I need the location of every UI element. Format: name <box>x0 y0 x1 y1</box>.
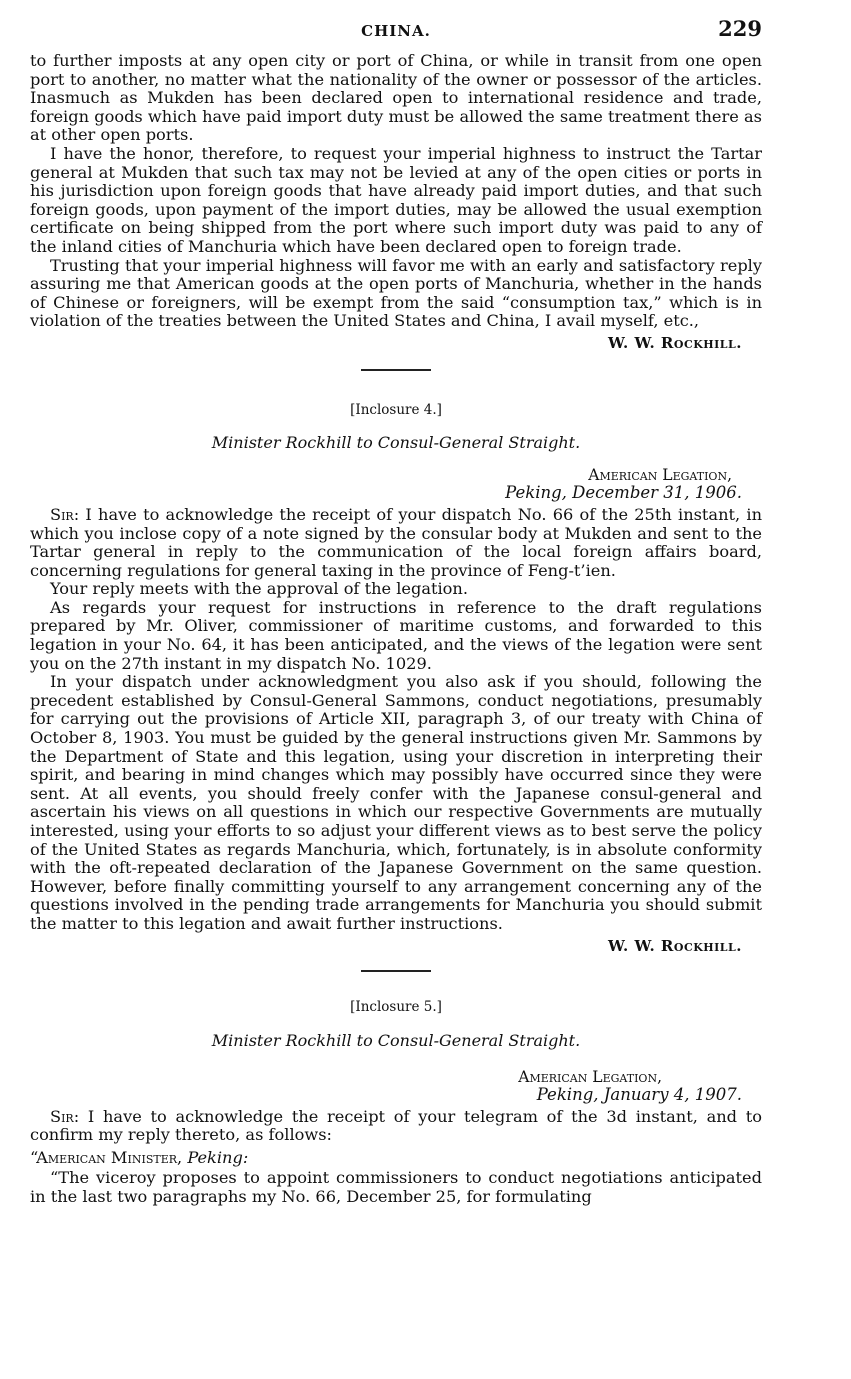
page-title: CHINA. <box>361 22 431 40</box>
inclosure-5 <box>30 999 762 1207</box>
inclosure-4 <box>30 402 762 956</box>
section-divider <box>361 369 431 371</box>
paragraph-text: I have to acknowledge the receipt of your telegram of the 3d instant, and to confirm my reply thereto, as follows: <box>30 1106 762 1145</box>
quote-place: Peking: <box>187 1147 249 1167</box>
document-page <box>30 16 762 1207</box>
letter-heading: Minister Rockhill to Consul-General Straight. <box>211 1030 581 1050</box>
paragraph <box>30 1108 762 1145</box>
paragraph <box>30 506 762 580</box>
letter-heading: Minister Rockhill to Consul-General Straight. <box>211 432 581 452</box>
quote-address <box>30 1149 762 1168</box>
salutation: Sir: <box>50 504 80 524</box>
paragraph-text: I have to acknowledge the receipt of your dispatch No. 66 of the 25th instant, in which you inclose copy of a note signed by the consular body at Mukden and sent to the Tartar general in reply to the communication of the local foreign affairs board, concerning regulations for general taxing in the province of Feng-t’ien. <box>30 504 762 580</box>
section-divider <box>361 970 431 972</box>
paragraph: I have the honor, therefore, to request your imperial highness to instruct the Tartar general at Mukden that such tax may not be levied at any of the open cities or ports in his jurisdiction upon foreign goods that have already paid import duties, and that such foreign goods, upon payment of the import duties, may be allowed the usual exemption certificate on being shipped from the port where such import duty was paid to any of the inland cities of Manchuria which have been declared open to foreign trade. <box>30 143 762 256</box>
signature-text: W. W. Rockhill. <box>608 936 742 955</box>
signature-text: W. W. Rockhill. <box>608 333 742 352</box>
paragraph: In your dispatch under acknowledgment you also ask if you should, following the precedent established by Consul-General Sammons, conduct negotiations, presumably for carrying out the provisions of Article XII, paragraph 3, of our treaty with China of October 8, 1903. You must be guided by the general instructions given Mr. Sammons by the Department of State and this legation, using your discretion in interpreting their spirit, and bearing in mind changes which may possibly have occurred since they were sent. At all events, you should freely confer with the Japanese consul-general and ascertain his views on all questions in which our respective Governments are mutually interested, using your efforts to so adjust your different views as to best serve the policy of the United States as regards Manchuria, which, fortunately, is in absolute conformity with the oft-repeated declaration of the Japanese Government on the same question. However, before finally committing yourself to any arrangement concerning any of the questions involved in the pending trade arrangements for Manchuria you should submit the matter to this legation and await further instructions. <box>30 672 762 933</box>
inclosure-label: [Inclosure 4.] <box>350 401 442 418</box>
paragraph: to further imposts at any open city or port of China, or while in transit from one open port to another, no matter what the nationality of the owner or possessor of the articles. Inasmuch as Mukden has been declared open to international residence and trade, foreign goods which have paid import duty must be allowed the same treatment there as at other open ports. <box>30 51 762 145</box>
letter-date: Peking, January 4, 1907. <box>536 1084 742 1104</box>
salutation: Sir: <box>50 1106 80 1126</box>
running-header <box>30 16 762 42</box>
page-number: 229 <box>718 16 762 41</box>
letter-continuation <box>30 52 762 353</box>
legation-name: American Legation, <box>518 1067 662 1086</box>
quote-recipient: “American Minister, <box>30 1147 183 1167</box>
legation-name: American Legation, <box>588 465 732 484</box>
paragraph: Trusting that your imperial highness will favor me with an early and satisfactory reply assuring me that American goods at the open ports of Manchuria, whether in the hands of Chinese or foreigners, will be exempt from the said “consumption tax,” which is in violation of the treaties between the United States and China, I avail myself, etc., <box>30 255 762 331</box>
letter-date: Peking, December 31, 1906. <box>505 482 742 502</box>
signature <box>30 936 762 956</box>
paragraph: As regards your request for instructions in reference to the draft regulations prepared by Mr. Oliver, commissioner of maritime customs, and forwarded to this legation in your No. 64, it has been anticipated, and the views of the legation were sent you on the 27th instant in my dispatch No. 1029. <box>30 597 762 673</box>
paragraph: Your reply meets with the approval of the legation. <box>50 579 468 599</box>
signature <box>30 333 762 353</box>
inclosure-label: [Inclosure 5.] <box>350 998 442 1015</box>
paragraph: “The viceroy proposes to appoint commissioners to conduct negotiations anticipated in the last two paragraphs my No. 66, December 25, for formulating <box>30 1168 762 1206</box>
letter-address <box>30 466 762 502</box>
letter-address <box>30 1068 762 1104</box>
